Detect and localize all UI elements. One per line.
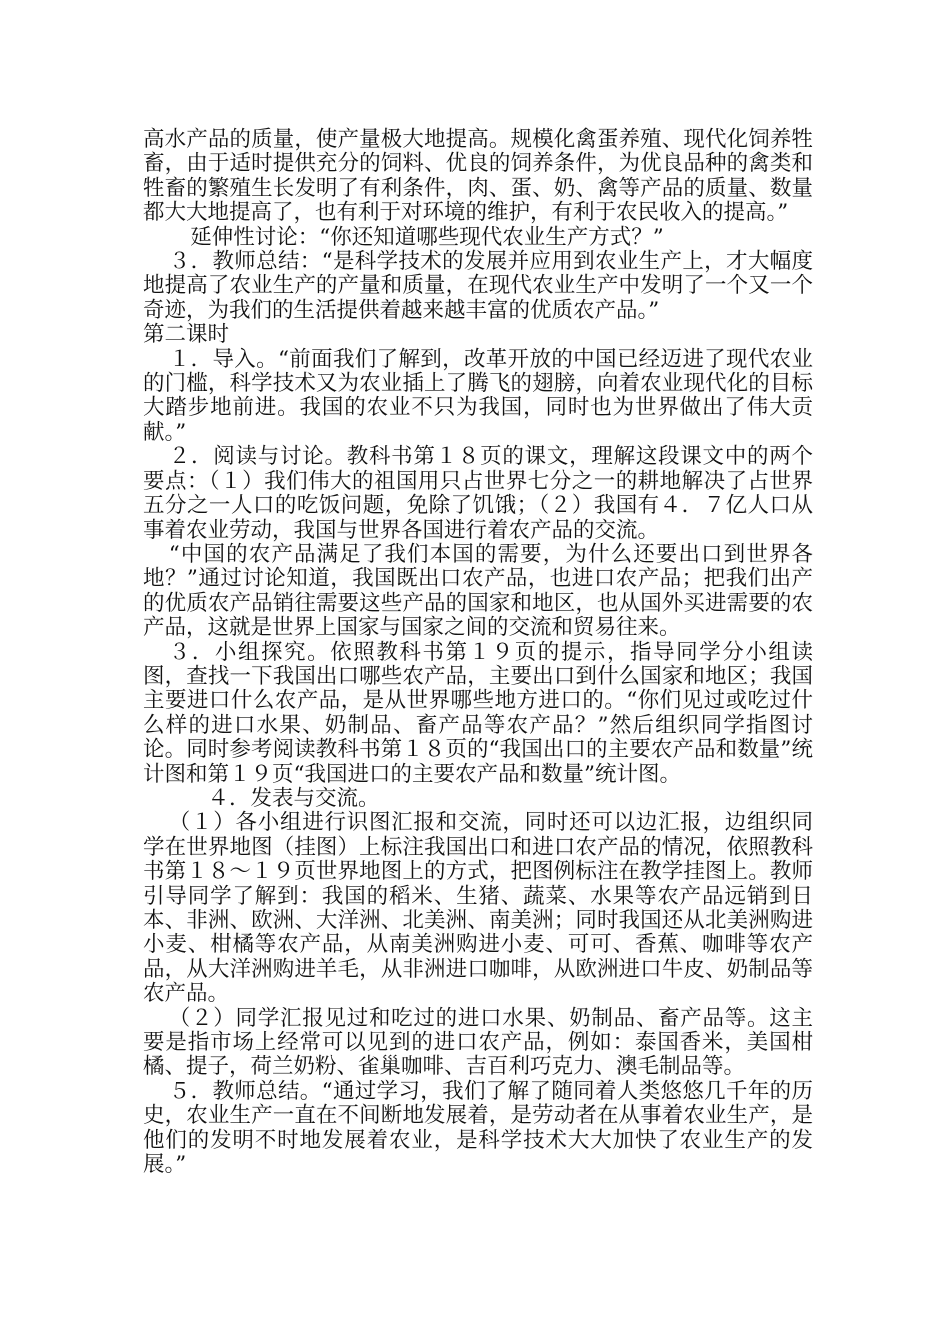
paragraph-extended-discussion: 延伸性讨论：“你还知道哪些现代农业生产方式？” xyxy=(190,224,664,250)
paragraph-item-1: （１）各小组进行识图汇报和交流，同时还可以边汇报，边组织同学在世界地图（挂图）上标注我国出口和进口农产品的情况，依照教科书第１８～１９页世界地图上的方式，把图例标注在教学挂图上。教师引导同学了解到：我国的稻米、生猪、蔬菜、水果等农产品远销到日本、非洲、欧洲、大洋洲、北美洲、南美洲；同时我国还从北美洲购进小麦、柑橘等农产品，从南美洲购进小麦、可可、香蕉、咖啡等农产品，从大洋洲购进羊毛，从非洲进口咖啡，从欧洲进口牛皮、奶制品等农产品。 xyxy=(143,810,813,1007)
paragraph-export-question: “中国的农产品满足了我们本国的需要，为什么还要出口到世界各地？”通过讨论知道，我国既出口农产品，也进口农产品；把我们出产的优质农产品销往需要这些产品的国家和地区，也从国外买进需要的农产品，这就是世界上国家与国家之间的交流和贸易往来。 xyxy=(143,541,813,641)
paragraph-presentation: ４．发表与交流。 xyxy=(207,785,380,811)
paragraph-reading-discussion: ２．阅读与讨论。教科书第１８页的课文，理解这段课文中的两个要点：（１）我们伟大的祖国用只占世界七分之一的耕地解决了占世界五分之一人口的吃饭问题，免除了饥饿；（２）我国有４．７亿人口从事着农业劳动，我国与世界各国进行着农产品的交流。 xyxy=(143,444,813,543)
paragraph-continuation: 高水产品的质量，使产量极大地提高。规模化禽蛋养殖、现代化饲养牲畜，由于适时提供充分的饲料、优良的饲养条件，为优良品种的禽类和牲畜的繁殖生长发明了有利条件，肉、蛋、奶、禽等产品的质量、数量都大大地提高了，也有利于对环境的维护，有利于农民收入的提高。” xyxy=(143,127,813,226)
paragraph-teacher-summary-1: ３．教师总结：“是科学技术的发展并应用到农业生产上，才大幅度地提高了农业生产的产量和质量，在现代农业生产中发明了一个又一个奇迹，为我们的生活提供着越来越丰富的优质农产品。” xyxy=(143,249,813,323)
document-body xyxy=(143,128,813,1177)
paragraph-group-inquiry: ３．小组探究。依照教科书第１９页的提示，指导同学分小组读图，查找一下我国出口哪些农产品，主要出口到什么国家和地区；我国主要进口什么农产品，是从世界哪些地方进口的。“你们见过或吃过什么样的进口水果、奶制品、畜产品等农产品？”然后组织同学指图讨论。同时参考阅读教科书第１８页的“我国出口的主要农产品和数量”统计图和第１９页“我国进口的主要农产品和数量”统计图。 xyxy=(143,639,813,787)
paragraph-item-2: （２）同学汇报见过和吃过的进口水果、奶制品、畜产品等。这主要是指市场上经常可以见到的进口农产品，例如：泰国香米，美国柑橘、提子，荷兰奶粉、雀巢咖啡、吉百利巧克力、澳毛制品等。 xyxy=(143,1005,813,1080)
paragraph-introduction: １．导入。“前面我们了解到，改革开放的中国已经迈进了现代农业的门槛，科学技术又为农业插上了腾飞的翅膀，向着农业现代化的目标大踏步地前进。我国的农业不只为我国，同时也为世界做出了伟大贡献。” xyxy=(143,346,813,445)
paragraph-teacher-summary-2: ５．教师总结。“通过学习，我们了解了随同着人类悠悠几千年的历史，农业生产一直在不间断地发展着，是劳动者在从事着农业生产，是他们的发明不时地发展着农业，是科学技术大大加快了农业生产的发展。” xyxy=(143,1078,813,1178)
section-heading: 第二课时 xyxy=(143,322,230,348)
